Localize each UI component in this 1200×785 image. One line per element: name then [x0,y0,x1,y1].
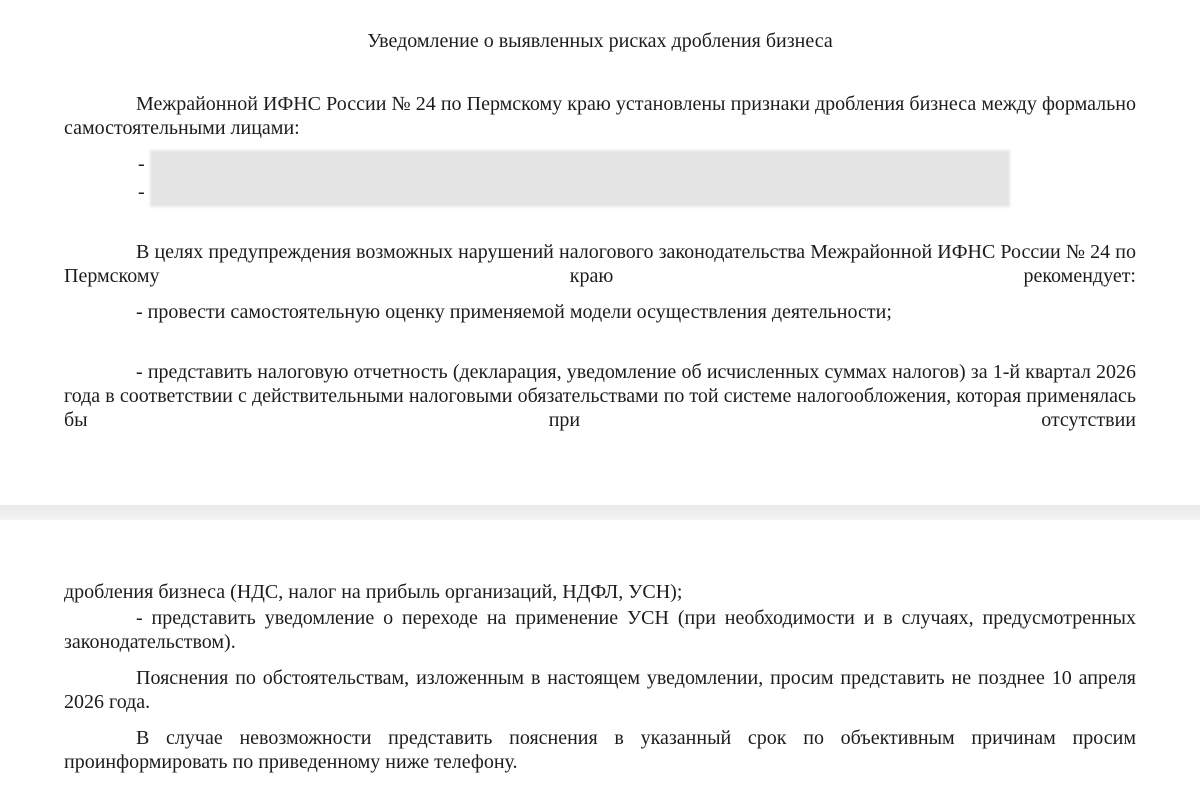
document-page-2 [0,520,1200,785]
recommendation-item-1: - провести самостоятельную оценку применяемой модели осуществления деятельности; [136,301,892,323]
inability-paragraph: В случае невозможности представить пояснения в указанный срок по объективным причинам просим проинформировать по приведенному ниже телефону. [64,727,1136,773]
recommend-intro-paragraph: В целях предупреждения возможных нарушений налогового законодательства Межрайонной ИФНС России № 24 по Пермскому краю рекомендует: [64,241,1136,287]
intro-paragraph: Межрайонной ИФНС России № 24 по Пермскому краю установлены признаки дробления бизнеса между формально самостоятельными лицами: [64,93,1136,139]
document-title: Уведомление о выявленных рисках дробления бизнеса [367,30,833,52]
explanations-paragraph: Пояснения по обстоятельствам, изложенным в настоящем уведомлении, просим представить не позднее 10 апреля 2026 года. [64,667,1136,713]
redacted-entity-dash-1: - [138,153,145,175]
page-separator [0,505,1200,520]
redaction-block [150,150,1010,207]
recommendation-item-2: - представить налоговую отчетность (декларация, уведомление об исчисленных суммах налогов) за 1-й квартал 2026 года в соответствии с действительными налоговыми обязательствами по той системе налогообложения, которая применялась бы при отсутствии [64,361,1136,431]
recommendation-item-3: - представить уведомление о переходе на применение УСН (при необходимости и в случаях, предусмотренных законодательством). [64,607,1136,653]
continuation-text: дробления бизнеса (НДС, налог на прибыль организаций, НДФЛ, УСН); [64,581,683,603]
redacted-entity-dash-2: - [138,181,145,203]
